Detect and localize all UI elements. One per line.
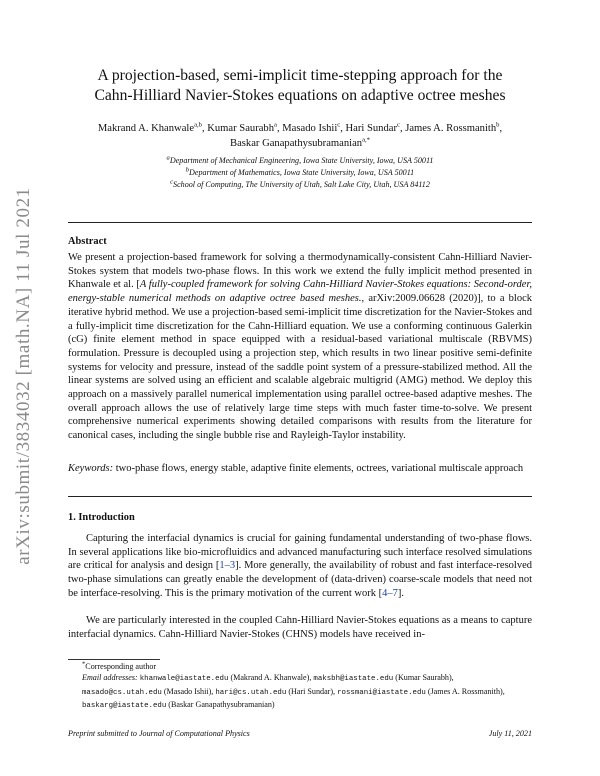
abstract-top-rule xyxy=(68,222,532,223)
abstract-heading: Abstract xyxy=(68,236,107,247)
email-link[interactable]: khanwale@iastate.edu xyxy=(139,675,229,684)
email-link[interactable]: maksbh@iastate.edu xyxy=(313,675,394,684)
keywords: Keywords: two-phase flows, energy stable, adaptive finite elements, octrees, variational multiscale approach xyxy=(68,463,524,474)
footnote xyxy=(68,661,532,713)
affiliation: $^a$Department of Mechanical Engineering, Iowa State University, Iowa, USA 50011 xyxy=(166,154,434,165)
arxiv-id: arXiv:submit/3834032 [math.NA] 11 Jul 2021 xyxy=(13,187,34,565)
author: Makrand A. Khanwale$^{a,b}$, xyxy=(97,121,208,134)
arxiv-stamp xyxy=(6,186,42,566)
footer-date: July 11, 2021 xyxy=(488,729,532,738)
keywords-label: Keywords: xyxy=(68,463,114,474)
abstract-text: We present a projection-based framework for solving a thermodynamically-consistent Cahn-Hilliard Navier-Stokes system that models two-phase flows. In this work we extend the fully implicit method presented in Khanwale et al. [A fully-coupled framework for solving Cahn-Hilliard Navier-Stokes equations: Second-order, energy-stable numerical methods on adaptive octree based meshes., arXiv:2009.06628 (2020)], to a block iterative hybrid method. We use a projection-based semi-implicit time discretization for the Navier-Stokes and a fully-implicit time discretization for the Cahn-Hilliard equation. We use a conforming continuous Galerkin (cG) finite element method in space equipped with a residual-based variational multiscale (RBVMS) formulation. Pressure is decoupled using a projection step, which results in two linear positive semi-definite systems for velocity and pressure, instead of the saddle point system of a pressure-stabilized method. All the linear systems are solved using an efficient and scalable algebraic multigrid (AMG) method. We deploy this approach on a massively parallel numerical implementation using parallel octree-based adaptive meshes. The overall approach allows the use of relatively large time steps with much faster time-to-solve. We present comprehensive numerical experiments showing detailed comparisons with results from the literature for canonical cases, including the single bubble rise and Rayleigh-Taylor instability. xyxy=(68,252,532,442)
corresponding-author-note: *Corresponding author xyxy=(82,660,157,671)
affiliation: $^b$Department of Mathematics, Iowa State University, Iowa, USA 50011 xyxy=(185,166,415,177)
author: James A. Rossmanith$^b$, xyxy=(405,121,503,134)
title-line-1: A projection-based, semi-implicit time-stepping approach for the xyxy=(97,67,503,84)
citation-link[interactable]: 1–3 xyxy=(219,560,236,572)
section-heading: 1. Introduction xyxy=(68,512,135,523)
cited-paper-title: A fully-coupled framework for solving Cahn-Hilliard Navier-Stokes equations: Second-order, energy-stable numerical methods on adaptive octree based meshes. xyxy=(68,279,532,305)
abstract-bottom-rule xyxy=(68,496,532,497)
paper-title xyxy=(60,66,540,106)
email-addresses: Email addresses: khanwale@iastate.edu (Makrand A. Khanwale), maksbh@iastate.edu (Kumar Saurabh), masado@cs.utah.edu (Masado Ishii), hari@cs.utah.edu (Hari Sundar), rossmani@iastate.edu (James A. Rossmanith), baskarg@iastate.edu (Baskar Ganapathysubramanian) xyxy=(82,673,505,711)
title-line-2: Cahn-Hilliard Navier-Stokes equations on adaptive octree meshes xyxy=(94,87,506,104)
author: Baskar Ganapathysubramanian$^{a,*}$ xyxy=(230,136,370,149)
author: Masado Ishii$^c$, xyxy=(282,121,346,134)
footer-journal: Preprint submitted to Journal of Computational Physics xyxy=(68,729,250,738)
email-link[interactable]: masado@cs.utah.edu xyxy=(82,688,162,697)
email-link[interactable]: baskarg@iastate.edu xyxy=(82,702,167,711)
affiliation: $^c$School of Computing, The University of Utah, Salt Lake City, Utah, USA 84112 xyxy=(170,178,430,189)
author-list xyxy=(62,121,538,151)
intro-paragraph-1: Capturing the interfacial dynamics is crucial for gaining fundamental understanding of two-phase flows. In several applications like bio-microfluidics and advanced manufacturing such interface resolved simulations are critical for analysis and design [1–3]. More generally, the availability of robust and fast interface-resolved two-phase simulations can greatly enable the development of (data-driven) coarse-scale models that need not be interface-resolving. This is the primary motivation of the current work [4–7]. xyxy=(68,533,532,599)
author: Kumar Saurabh$^a$, xyxy=(207,121,283,134)
affiliations xyxy=(60,155,540,191)
email-link[interactable]: hari@cs.utah.edu xyxy=(215,688,287,697)
citation-link[interactable]: 4–7 xyxy=(382,587,398,599)
author: Hari Sundar$^c$, xyxy=(345,121,406,134)
intro-paragraph-2: We are particularly interested in the coupled Cahn-Hilliard Navier-Stokes equations as a means to capture interfacial dynamics. Cahn-Hilliard Navier-Stokes (CHNS) models have received in- xyxy=(68,615,532,640)
email-link[interactable]: rossmani@iastate.edu xyxy=(337,688,426,697)
